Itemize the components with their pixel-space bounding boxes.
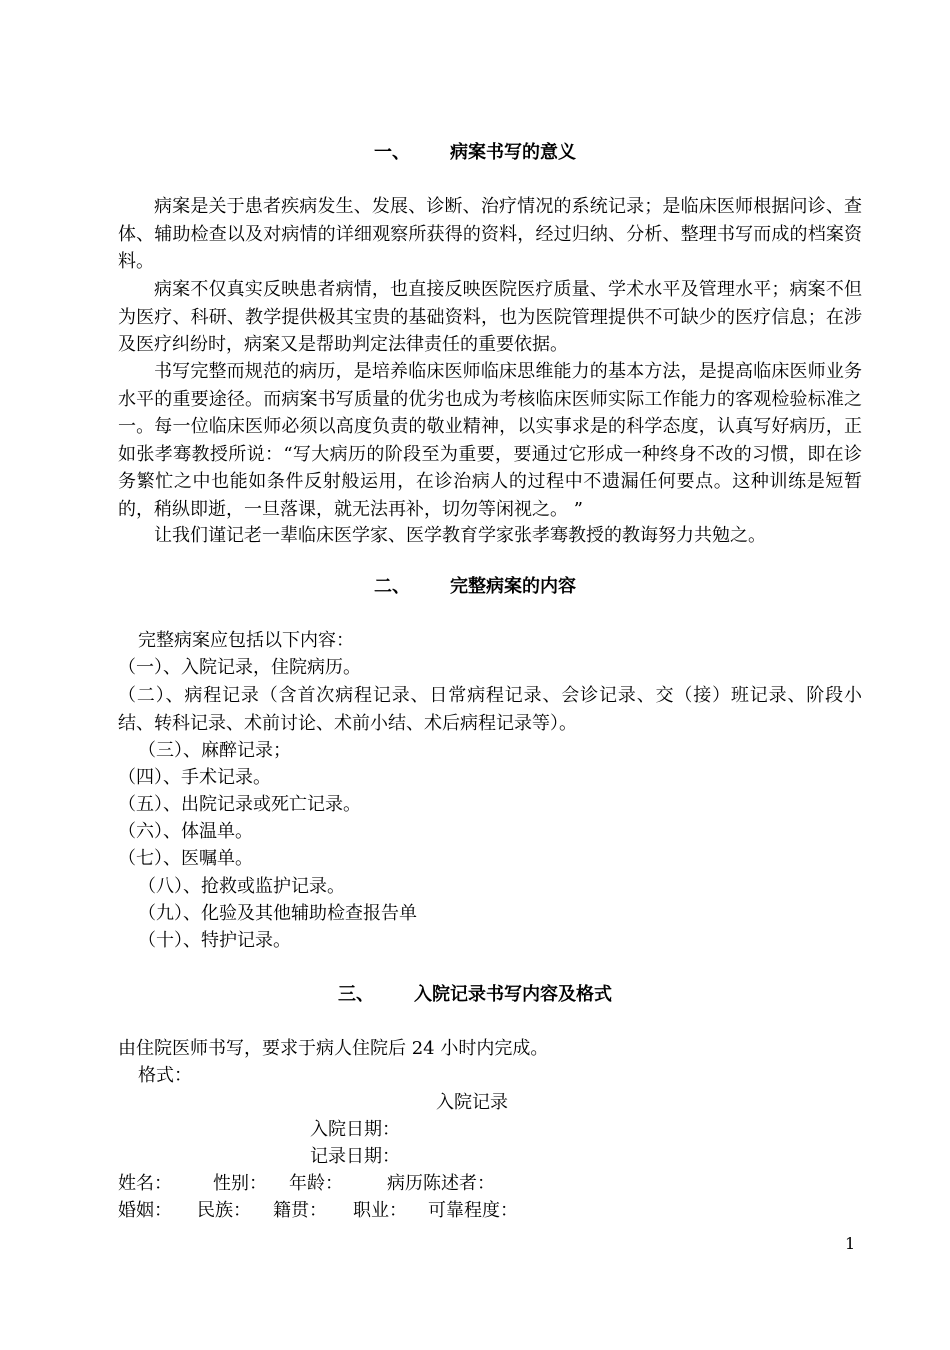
section1-heading [0, 140, 950, 166]
section3-number: 三、 [338, 984, 374, 1005]
narrator-field: 病历陈述者： [387, 1173, 495, 1194]
native-place-field: 籍贯： [273, 1200, 327, 1221]
page-number: 1 [845, 1234, 856, 1253]
section3-title: 入院记录书写内容及格式 [414, 984, 612, 1005]
section1-number: 一、 [374, 142, 410, 163]
section1-title: 病案书写的意义 [450, 142, 576, 163]
list-item: （四）、手术记录。 [118, 767, 271, 788]
section1-paragraph-4: 让我们谨记老一辈临床医学家、医学教育学家张孝骞教授的教诲努力共勉之。 [154, 525, 766, 546]
marital-field: 婚姻： [118, 1200, 172, 1221]
section3-requirement: 由住院医师书写，要求于病人住院后 24 小时内完成。 [118, 1038, 549, 1059]
form-title: 入院记录 [436, 1092, 508, 1113]
admit-date-field: 入院日期： [310, 1119, 400, 1140]
record-date-field: 记录日期： [310, 1146, 400, 1167]
list-item: （十）、特护记录。 [138, 930, 291, 951]
age-field: 年龄： [289, 1173, 343, 1194]
list-item: （五）、出院记录或死亡记录。 [118, 794, 361, 815]
list-item: （一）、入院记录，住院病历。 [118, 657, 361, 678]
list-item: （八）、抢救或监护记录。 [138, 876, 345, 897]
section1-paragraph-2: 病案不仅真实反映患者病情，也直接反映医院医疗质量、学术水平及管理水平；病案不但为医疗、科研、教学提供极其宝贵的基础资料，也为医院管理提供不可缺少的医疗信息；在涉及医疗纠纷时，病案又是帮助判定法律责任的重要依据。 [118, 279, 862, 355]
section2-number: 二、 [374, 576, 410, 597]
list-item: （六）、体温单。 [118, 821, 253, 842]
list-item: （二）、病程记录（含首次病程记录、日常病程记录、会诊记录、交（接）班记录、阶段小结、转科记录、术前讨论、术前小结、术后病程记录等）。 [118, 685, 862, 734]
ethnicity-field: 民族： [197, 1200, 251, 1221]
list-item: （三）、麻醉记录； [138, 740, 291, 761]
section2-intro: 完整病案应包括以下内容： [138, 630, 354, 651]
list-item: （九）、化验及其他辅助检查报告单 [138, 903, 417, 924]
format-label: 格式： [138, 1065, 192, 1086]
reliability-field: 可靠程度： [428, 1200, 518, 1221]
section1-paragraph-3: 书写完整而规范的病历，是培养临床医师临床思维能力的基本方法，是提高临床医师业务水平的重要途径。而病案书写质量的优劣也成为考核临床医师实际工作能力的客观检验标准之一。每一位临床医师必须以高度负责的敬业精神，以实事求是的科学态度，认真写好病历，正如张孝骞教授所说：“写大病历的阶段至为重要，要通过它形成一种终身不改的习惯，即在诊务繁忙之中也能如条件反射般运用，在诊治病人的过程中不遗漏任何要点。这种训练是短暂的，稍纵即逝，一旦落课，就无法再补，切勿等闲视之。 ” [118, 361, 862, 520]
section2-heading [0, 574, 950, 600]
sex-field: 性别： [213, 1173, 267, 1194]
section3-heading [0, 982, 950, 1008]
section1-paragraph-1: 病案是关于患者疾病发生、发展、诊断、治疗情况的系统记录；是临床医师根据问诊、查体、辅助检查以及对病情的详细观察所获得的资料，经过归纳、分析、整理书写而成的档案资料。 [118, 196, 862, 272]
list-item: （七）、医嘱单。 [118, 848, 253, 869]
occupation-field: 职业： [353, 1200, 407, 1221]
name-field: 姓名： [118, 1173, 172, 1194]
section2-title: 完整病案的内容 [450, 576, 576, 597]
